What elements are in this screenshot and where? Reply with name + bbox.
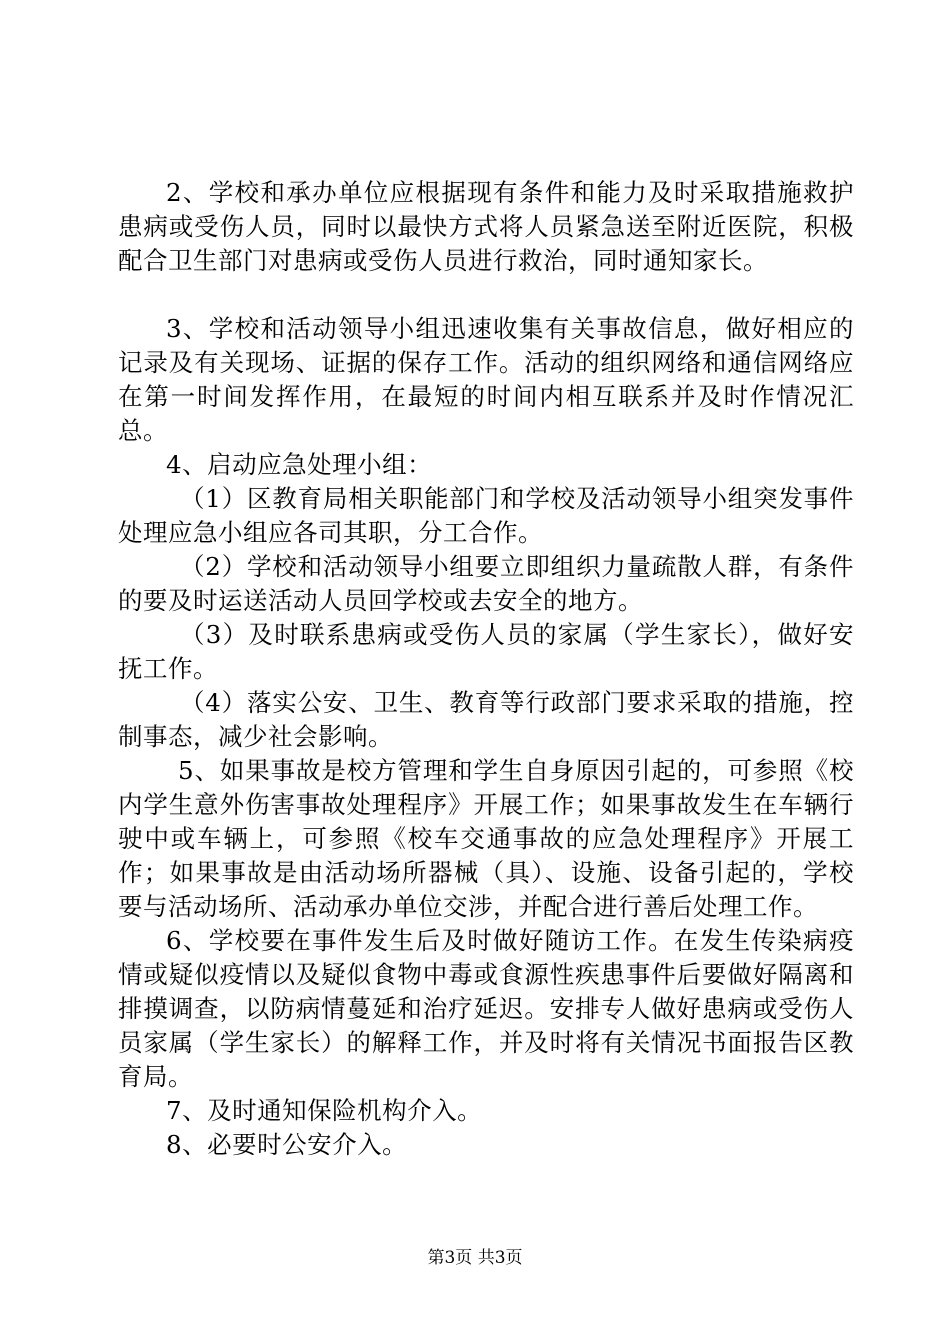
paragraph-subitem-1: （1）区教育局相关职能部门和学校及活动领导小组突发事件处理应急小组应各司其职，分工合作。 xyxy=(118,484,854,547)
paragraph-subitem-4: （4）落实公安、卫生、教育等行政部门要求采取的措施，控制事态，减少社会影响。 xyxy=(118,688,854,751)
paragraph-item-7: 7、及时通知保险机构介入。 xyxy=(166,1096,483,1125)
paragraph-item-6: 6、学校要在事件发生后及时做好随访工作。在发生传染病疫情或疑似疫情以及疑似食物中毒或食源性疾患事件后要做好隔离和排摸调查，以防病情蔓延和治疗延迟。安排专人做好患病或受伤人员家属（学生家长）的解释工作，并及时将有关情况书面报告区教育局。 xyxy=(118,926,854,1091)
paragraph-item-3: 3、学校和活动领导小组迅速收集有关事故信息，做好相应的记录及有关现场、证据的保存工作。活动的组织网络和通信网络应在第一时间发挥作用，在最短的时间内相互联系并及时作情况汇总。 xyxy=(118,314,854,445)
paragraph-subitem-2: （2）学校和活动领导小组要立即组织力量疏散人群，有条件的要及时运送活动人员回学校或去安全的地方。 xyxy=(118,552,854,615)
paragraph-item-4: 4、启动应急处理小组： xyxy=(166,450,433,479)
document-body xyxy=(118,176,854,1162)
paragraph-item-8: 8、必要时公安介入。 xyxy=(166,1130,408,1159)
paragraph-item-2: 2、学校和承办单位应根据现有条件和能力及时采取措施救护患病或受伤人员，同时以最快方式将人员紧急送至附近医院，积极配合卫生部门对患病或受伤人员进行救治，同时通知家长。 xyxy=(118,178,854,275)
paragraph-subitem-3: （3）及时联系患病或受伤人员的家属（学生家长），做好安抚工作。 xyxy=(118,620,854,683)
paragraph-item-5: 5、如果事故是校方管理和学生自身原因引起的，可参照《校内学生意外伤害事故处理程序》开展工作；如果事故发生在车辆行驶中或车辆上，可参照《校车交通事故的应急处理程序》开展工作；如果事故是由活动场所器械（具）、设施、设备引起的，学校要与活动场所、活动承办单位交涉，并配合进行善后处理工作。 xyxy=(118,756,854,921)
page-number-footer: 第3页 共3页 xyxy=(427,1248,523,1268)
